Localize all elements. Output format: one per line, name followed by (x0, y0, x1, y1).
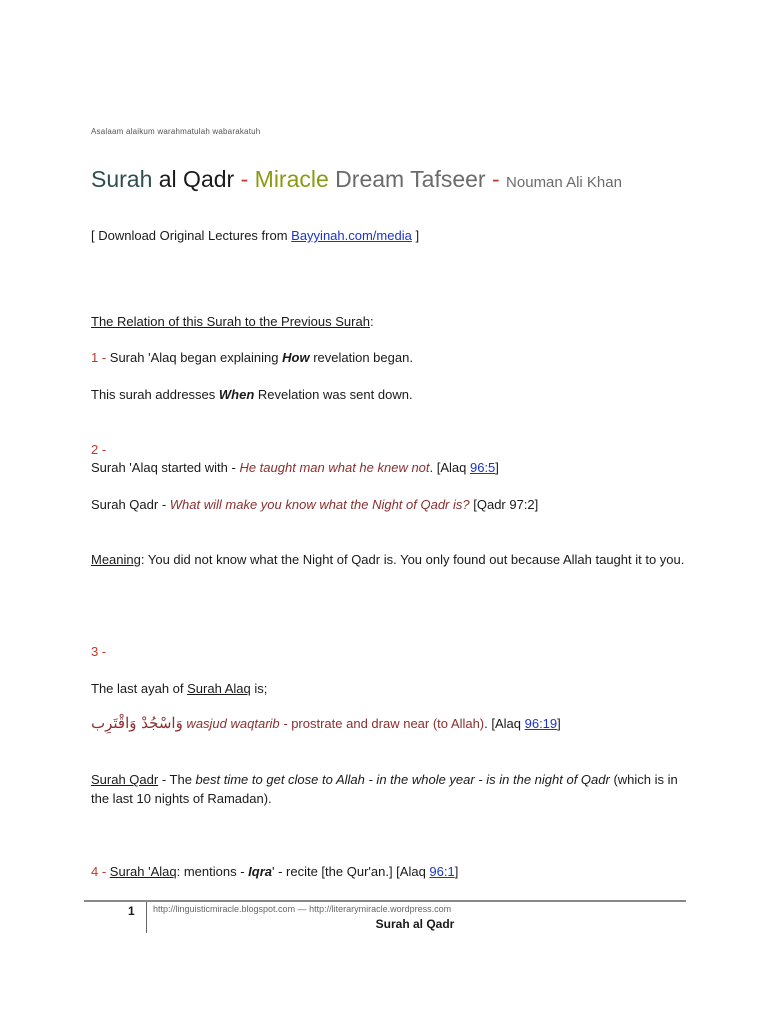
footer-urls: http://linguisticmiracle.blogspot.com — http://literarymiracle.wordpress.com (153, 904, 452, 914)
relation-colon: : (369, 314, 374, 329)
transliteration: wasjud waqtarib (182, 716, 280, 731)
point-2-number-line (91, 440, 686, 459)
qadr-rest-text: (which is in the last 10 nights of Ramadan). (91, 772, 678, 806)
point-3-last-ayah (91, 679, 686, 698)
download-prefix: [ Download Original Lectures from (91, 228, 292, 243)
point-2-meaning (91, 550, 686, 569)
point-1-line-1 (91, 348, 686, 367)
download-suffix: ] (411, 228, 420, 243)
footer-title: Surah al Qadr (375, 917, 455, 931)
relation-heading: The Relation of this Surah to the Previous Surah (91, 314, 370, 329)
title-part-alqadr: al Qadr (158, 166, 235, 192)
document-title (91, 166, 686, 193)
point-3-number-line (91, 642, 686, 661)
point-2-number: 2 - (91, 442, 107, 457)
section-heading (91, 312, 686, 331)
bayyinah-link[interactable]: Bayyinah.com/media (291, 228, 412, 243)
ayah-translation: prostrate and draw near (to Allah) (291, 716, 485, 731)
alaq-quote: He taught man what he knew not (239, 460, 430, 475)
ayah-ref-suffix: ] (557, 716, 561, 731)
qadr-ref: [Qadr 97:2] (469, 497, 539, 512)
point-4-text: mentions - (180, 864, 249, 879)
qadr-italic-text: best time to get close to Allah - in the whole year - is in the night of Qadr (195, 772, 610, 787)
meaning-text: You did not know what the Night of Qadr is. You only found out because Allah taught it to you. (144, 552, 685, 567)
surah-alaq-label: Surah Alaq (187, 681, 251, 696)
footer-divider (146, 902, 147, 933)
qadr-quote: What will make you know what the Night of Qadr is? (169, 497, 470, 512)
point-1-line2-end: Revelation was sent down. (254, 387, 413, 402)
meaning-label: Meaning (91, 552, 141, 567)
last-ayah-suffix: is; (250, 681, 268, 696)
alaq-96-5-link[interactable]: 96:5 (469, 460, 496, 475)
page-number: 1 (128, 904, 135, 918)
point-4-colon: : (176, 864, 181, 879)
surah-qadr-label: Surah Qadr (91, 772, 159, 787)
title-author: Nouman Ali Khan (506, 174, 622, 191)
meaning-colon: : (140, 552, 145, 567)
iqra-emphasis: Iqra (248, 864, 272, 879)
point-1-number: 1 - (91, 350, 107, 365)
title-separator: - (234, 166, 255, 192)
point-4-number: 4 - (91, 864, 107, 879)
title-part-surah: Surah (91, 166, 159, 192)
point-3-qadr (91, 770, 686, 808)
footer-rule (84, 900, 686, 902)
alaq-prefix: Surah 'Alaq started with - (91, 460, 240, 475)
point-4-line (91, 862, 686, 881)
alaq-96-19-link[interactable]: 96:19 (524, 716, 558, 731)
point-3-number: 3 - (91, 644, 107, 659)
point-1-line-2 (91, 385, 686, 404)
point-4-label: Surah 'Alaq (109, 864, 177, 879)
alaq-ref-prefix: . [Alaq (429, 460, 470, 475)
qadr-prefix: Surah Qadr - (91, 497, 170, 512)
point-1-line2-emphasis: When (218, 387, 255, 402)
point-1-text-end: revelation began. (309, 350, 413, 365)
point-1-line2-text: This surah addresses (91, 387, 219, 402)
point-2-alaq-line (91, 458, 686, 477)
ayah-ref-prefix: . [Alaq (484, 716, 525, 731)
alaq-ref-suffix: ] (495, 460, 499, 475)
point-1-text: Surah 'Alaq began explaining (106, 350, 283, 365)
qadr-dash: - The (158, 772, 196, 787)
download-line (91, 226, 686, 245)
point-1-emphasis: How (282, 350, 310, 365)
title-part-miracle: Miracle (254, 166, 329, 192)
title-part-dream-tafseer: Dream Tafseer (328, 166, 486, 192)
alaq-96-1-link[interactable]: 96:1 (429, 864, 455, 879)
point-3-ayah-line (91, 714, 686, 733)
arabic-ayah: وَاسْجُدْ وَاقْتَرِب (91, 714, 183, 732)
point-2-qadr-line (91, 495, 686, 514)
last-ayah-prefix: The last ayah of (91, 681, 188, 696)
ayah-dash: - (279, 716, 292, 731)
salaam-greeting: Asalaam alaikum warahmatulah wabarakatuh (91, 127, 261, 136)
title-separator-2: - (485, 166, 507, 192)
point-4-text-end: ' - recite [the Qur'an.] [Alaq (272, 864, 430, 879)
point-4-ref-suffix: ] (454, 864, 459, 879)
